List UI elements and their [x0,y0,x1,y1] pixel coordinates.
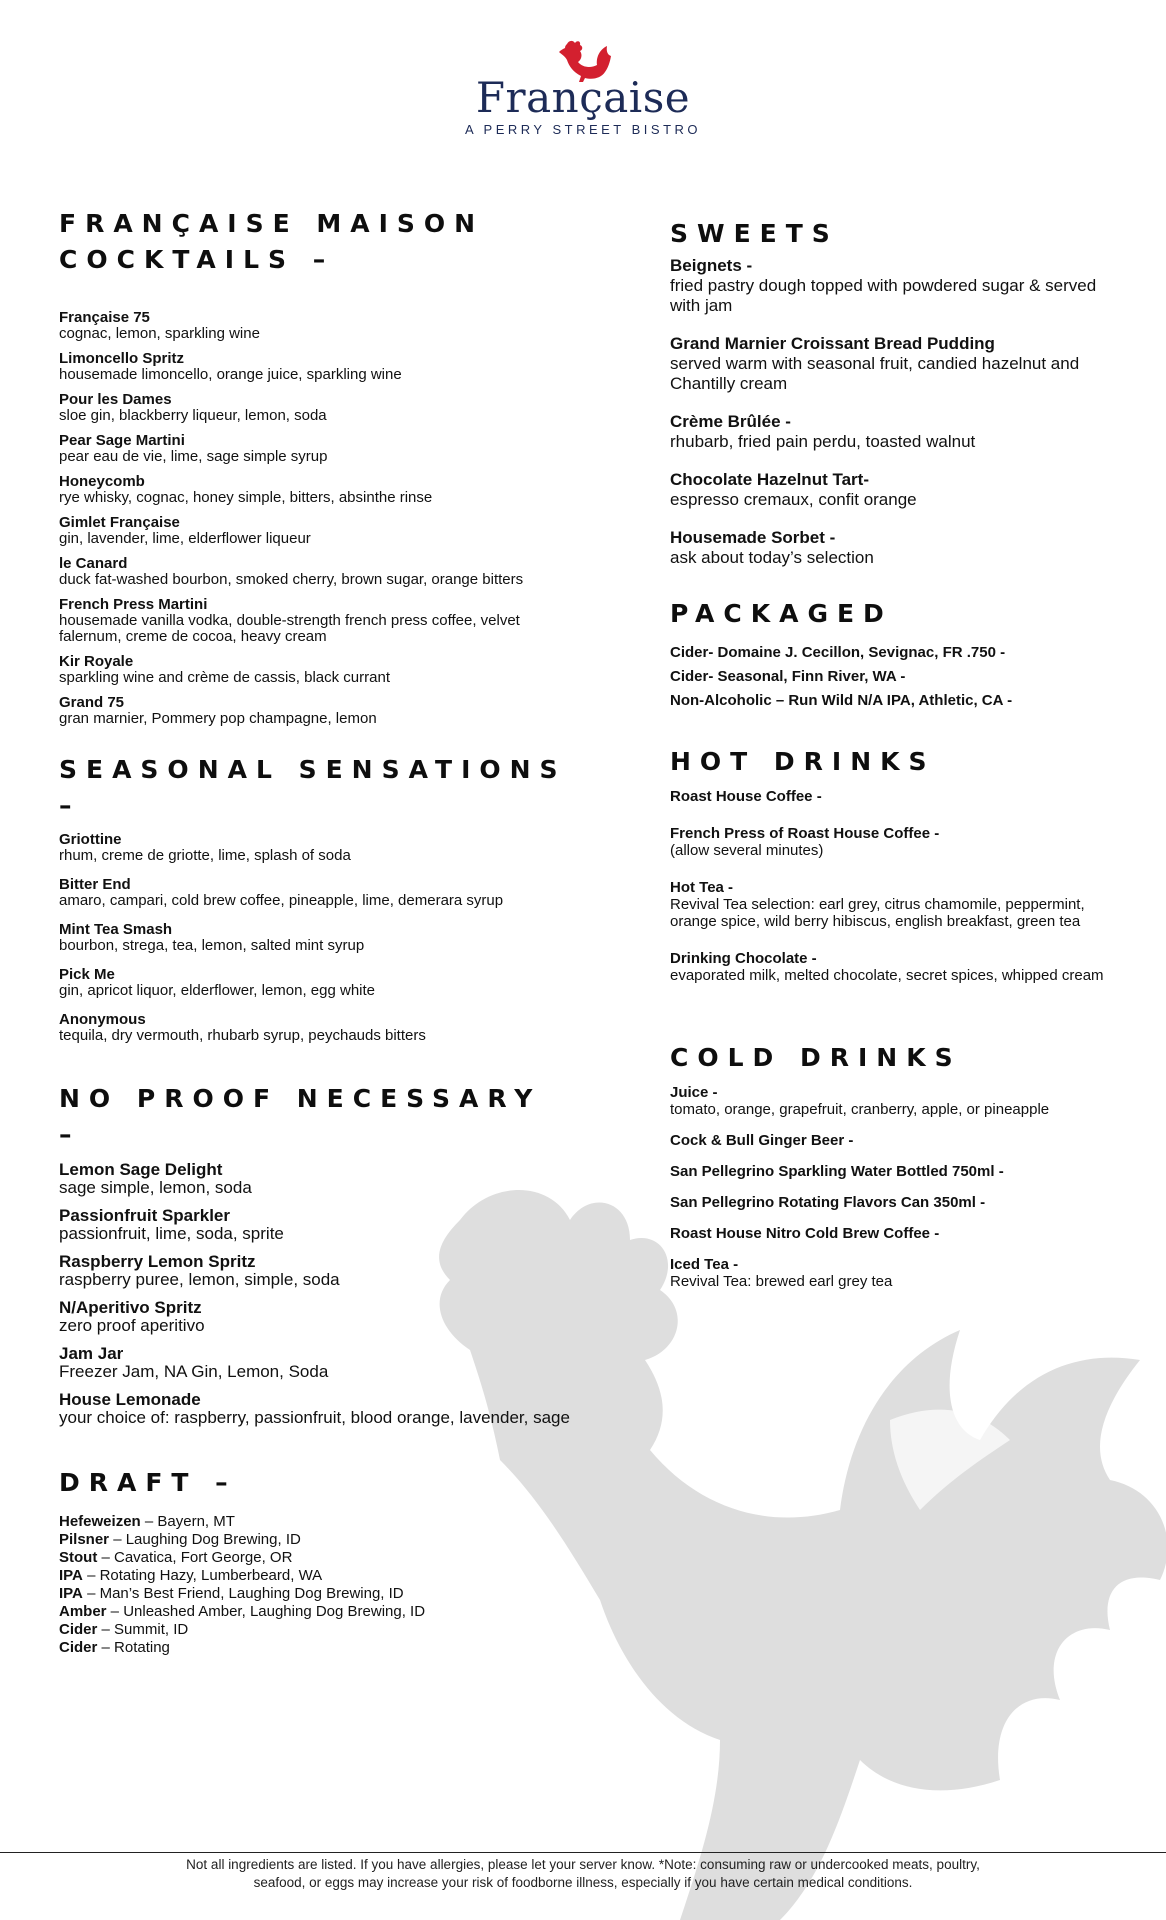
menu-item [59,967,579,999]
menu-item-description: your choice of: raspberry, passionfruit, blood orange, lavender, sage [59,1408,570,1427]
menu-item-description: gin, lavender, lime, elderflower liqueur [59,530,311,547]
menu-item [59,832,579,864]
menu-item-description: rye whisky, cognac, honey simple, bitters, absinthe rinse [59,489,433,506]
menu-item [670,334,1130,394]
menu-item-name: Pear Sage Martini [59,432,185,449]
menu-item [670,825,1130,859]
menu-item [59,695,579,727]
menu-item-description: (allow several minutes) [670,842,824,859]
footer-divider [0,1852,1166,1853]
draft-style: Cider [59,1621,98,1638]
section-title-sweets: SWEETS [670,219,839,248]
menu-item [59,351,579,383]
menu-item [670,879,1130,930]
menu-item [670,1132,1130,1149]
draft-item [59,1549,579,1567]
allergy-disclaimer [110,1856,1056,1892]
menu-item-description: served warm with seasonal fruit, candied hazelnut and Chantilly cream [670,354,1080,393]
menu-item-name: le Canard [59,555,128,572]
menu-item [59,433,579,465]
section-title-seasonal: SEASONAL SENSATIONS – [59,755,567,820]
menu-item-name: Griottine [59,831,122,848]
menu-item-description: duck fat-washed bourbon, smoked cherry, brown sugar, orange bitters [59,571,524,588]
menu-item [670,692,1130,709]
menu-item-name: Honeycomb [59,473,145,490]
menu-item-description: gin, apricot liquor, elderflower, lemon, egg white [59,982,376,999]
menu-item [670,1225,1130,1242]
draft-item [59,1513,579,1531]
menu-item-description: bourbon, strega, tea, lemon, salted mint syrup [59,937,365,954]
menu-item-name: Grand Marnier Croissant Bread Pudding [670,334,995,353]
right-column [670,216,1130,1304]
section-title-packaged: PACKAGED [670,599,893,628]
menu-item-description: Revival Tea: brewed earl grey tea [670,1273,893,1290]
menu-item [670,1256,1130,1290]
menu-item-name: Cider- Domaine J. Cecillon, Sevignac, FR .750 - [670,644,1006,661]
menu-item [670,668,1130,685]
menu-item [59,877,579,909]
menu-item-name: Roast House Coffee - [670,788,822,805]
draft-item [59,1621,579,1639]
menu-item [59,1207,579,1243]
menu-item-description: ask about today’s selection [670,548,874,567]
brand-name: Française [475,73,691,122]
section-title-no-proof: NO PROOF NECESSARY – [59,1084,542,1149]
menu-item-description: raspberry puree, lemon, simple, soda [59,1270,340,1289]
menu-item-name: Mint Tea Smash [59,921,173,938]
menu-item-name: House Lemonade [59,1390,201,1409]
brand-logo [0,38,1166,137]
menu-item [59,515,579,547]
draft-detail: – Laughing Dog Brewing, ID [109,1531,301,1548]
menu-item-name: Raspberry Lemon Spritz [59,1252,256,1271]
menu-item [670,1084,1130,1118]
menu-item-name: Lemon Sage Delight [59,1160,223,1179]
menu-item-name: Roast House Nitro Cold Brew Coffee - [670,1225,940,1242]
menu-item [670,788,1130,805]
menu-item-name: Française 75 [59,309,150,326]
menu-item-description: housemade limoncello, orange juice, sparkling wine [59,366,402,383]
menu-item [59,1391,579,1427]
hot-drinks-list [670,788,1130,984]
menu-item-description: espresso cremaux, confit orange [670,490,917,509]
menu-item-name: Drinking Chocolate - [670,950,817,967]
menu-item-description: sparkling wine and crème de cassis, black currant [59,669,390,686]
menu-item [59,392,579,424]
menu-item-description: gran marnier, Pommery pop champagne, lemon [59,710,377,727]
menu-item-name: Hot Tea - [670,879,734,896]
menu-item-description: pear eau de vie, lime, sage simple syrup [59,448,328,465]
draft-item [59,1531,579,1549]
menu-item-description: cognac, lemon, sparkling wine [59,325,260,342]
menu-item-name: Pour les Dames [59,391,172,408]
menu-item-description: evaporated milk, melted chocolate, secret spices, whipped cream [670,967,1104,984]
menu-item [670,1163,1130,1180]
draft-detail: – Rotating [97,1639,170,1656]
menu-item [59,556,579,588]
menu-item-name: San Pellegrino Rotating Flavors Can 350ml - [670,1194,986,1211]
draft-detail: – Rotating Hazy, Lumberbeard, WA [82,1567,323,1584]
menu-item-description: Revival Tea selection: earl grey, citrus chamomile, peppermint, orange spice, wild berry hibiscus, english breakfast, green tea [670,896,1085,930]
draft-list [59,1513,579,1657]
menu-item-name: Beignets - [670,256,753,275]
menu-item-name: Housemade Sorbet - [670,528,836,547]
menu-item [59,1012,579,1044]
menu-item-name: Jam Jar [59,1344,124,1363]
menu-item-name: Chocolate Hazelnut Tart- [670,470,869,489]
menu-item-description: sage simple, lemon, soda [59,1178,252,1197]
menu-item-description: fried pastry dough topped with powdered sugar & served with jam [670,276,1097,315]
menu-item [59,654,579,686]
draft-item [59,1567,579,1585]
menu-item [59,474,579,506]
cold-drinks-list [670,1084,1130,1290]
menu-item-name: French Press of Roast House Coffee - [670,825,940,842]
menu-item-name: Grand 75 [59,694,125,711]
draft-item [59,1585,579,1603]
draft-detail: – Man’s Best Friend, Laughing Dog Brewing, ID [82,1585,404,1602]
draft-item [59,1639,579,1657]
menu-item-description: amaro, campari, cold brew coffee, pineapple, lime, demerara syrup [59,892,504,909]
menu-item-name: Kir Royale [59,653,134,670]
menu-item [670,1194,1130,1211]
menu-item-description: tomato, orange, grapefruit, cranberry, apple, or pineapple [670,1101,1050,1118]
left-column [59,206,579,1657]
menu-item-name: Cock & Bull Ginger Beer - [670,1132,854,1149]
draft-style: Hefeweizen [59,1513,141,1530]
draft-style: IPA [59,1585,83,1602]
menu-item-name: Juice - [670,1084,718,1101]
brand-tagline: A PERRY STREET BISTRO [464,122,702,137]
draft-style: Pilsner [59,1531,110,1548]
menu-item-description: rhubarb, fried pain perdu, toasted walnut [670,432,976,451]
menu-item [59,1345,579,1381]
menu-item-name: Limoncello Spritz [59,350,185,367]
menu-item-name: Gimlet Française [59,514,180,531]
menu-item-description: rhum, creme de griotte, lime, splash of soda [59,847,351,864]
no-proof-list [59,1161,579,1427]
menu-item-description: tequila, dry vermouth, rhubarb syrup, peychauds bitters [59,1027,426,1044]
cocktail-list [59,310,579,727]
menu-item [59,597,579,645]
menu-item [670,470,1130,510]
menu-item-name: Pick Me [59,966,115,983]
menu-item [670,950,1130,984]
disclaimer-line-1: Not all ingredients are listed. If you have allergies, please let your server know. *Note: consuming raw or undercooked meats, poultry, [186,1857,980,1872]
menu-item-name: French Press Martini [59,596,208,613]
draft-style: Cider [59,1639,98,1656]
menu-item [59,1299,579,1335]
menu-item-name: Non-Alcoholic – Run Wild N/A IPA, Athletic, CA - [670,692,1013,709]
packaged-list [670,644,1130,709]
sweets-list [670,256,1130,568]
menu-item-description: sloe gin, blackberry liqueur, lemon, soda [59,407,327,424]
draft-detail: – Cavatica, Fort George, OR [97,1549,293,1566]
draft-style: Stout [59,1549,98,1566]
menu-item-name: Anonymous [59,1011,146,1028]
menu-item [670,644,1130,661]
menu-item [59,310,579,342]
draft-detail: – Bayern, MT [140,1513,235,1530]
menu-item-name: Crème Brûlée - [670,412,791,431]
menu-item-description: Freezer Jam, NA Gin, Lemon, Soda [59,1362,329,1381]
menu-item-description: zero proof aperitivo [59,1316,205,1335]
menu-item-name: Cider- Seasonal, Finn River, WA - [670,668,906,685]
draft-detail: – Summit, ID [97,1621,189,1638]
menu-item [59,922,579,954]
menu-item-description: passionfruit, lime, soda, sprite [59,1224,284,1243]
draft-style: IPA [59,1567,83,1584]
menu-item [670,256,1130,316]
section-title-hot-drinks: HOT DRINKS [670,747,936,776]
menu-item-name: Iced Tea - [670,1256,739,1273]
draft-item [59,1603,579,1621]
draft-style: Amber [59,1603,107,1620]
menu-item [59,1161,579,1197]
draft-detail: – Unleashed Amber, Laughing Dog Brewing, ID [106,1603,426,1620]
section-title-cocktails: FRANÇAISE MAISON COCKTAILS – [59,209,485,274]
menu-item-description: housemade vanilla vodka, double-strength french press coffee, velvet falernum, creme de cocoa, heavy cream [59,612,520,645]
menu-item-name: N/Aperitivo Spritz [59,1298,202,1317]
seasonal-list [59,832,579,1044]
menu-item [59,1253,579,1289]
section-title-cold-drinks: COLD DRINKS [670,1043,962,1072]
menu-item-name: Passionfruit Sparkler [59,1206,231,1225]
disclaimer-line-2: seafood, or eggs may increase your risk of foodborne illness, especially if you have certain medical conditions. [253,1875,913,1890]
menu-item-name: San Pellegrino Sparkling Water Bottled 750ml - [670,1163,1004,1180]
menu-item [670,528,1130,568]
menu-item-name: Bitter End [59,876,131,893]
menu-item [670,412,1130,452]
section-title-draft: DRAFT – [59,1468,237,1497]
